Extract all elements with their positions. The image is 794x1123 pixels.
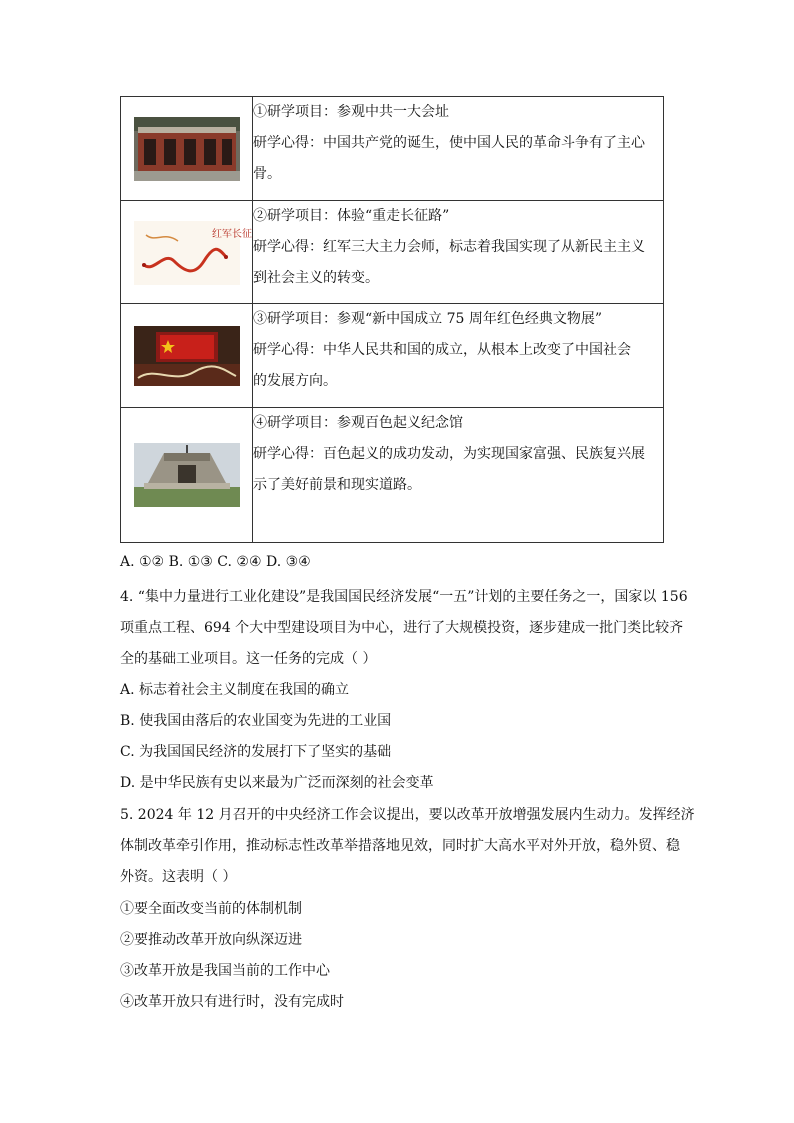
q5-stem-cont: 体制改革牵引作用，推动标志性改革举措落地见效，同时扩大高水平对外开放，稳外贸、稳 (120, 838, 680, 854)
project-title: ④研学项目：参观百色起义纪念馆 (253, 415, 463, 431)
q5-statement-3: ③改革开放是我国当前的工作中心 (120, 963, 330, 979)
project-insight: 研学心得：中国共产党的诞生，使中国人民的革命斗争有了主心 (253, 135, 645, 151)
project-insight: 研学心得：百色起义的成功发动，为实现国家富强、民族复兴展 (253, 446, 645, 462)
table-row (121, 201, 664, 304)
table-row (121, 97, 664, 201)
q5-statement-4: ④改革开放只有进行时，没有完成时 (120, 994, 344, 1010)
q5-statement-2: ②要推动改革开放向纵深迈进 (120, 932, 302, 948)
q4-option-d: D. 是中华民族有史以来最为广泛而深刻的社会变革 (120, 775, 434, 791)
text-cell (253, 201, 664, 304)
q5-stem-cont: 外资。这表明（ ） (120, 869, 237, 885)
project-insight-cont: 的发展方向。 (253, 373, 337, 389)
text-cell (253, 304, 664, 408)
table-row (121, 304, 664, 408)
project-insight-cont: 到社会主义的转变。 (253, 270, 379, 286)
project-insight: 研学心得：中华人民共和国的成立，从根本上改变了中国社会 (253, 342, 631, 358)
text-cell (253, 408, 664, 543)
map-title: 红军长征 (211, 229, 252, 240)
q3-options: A. ①② B. ①③ C. ②④ D. ③④ (120, 554, 311, 570)
q4-stem-cont: 项重点工程、694 个大中型建设项目为中心，进行了大规模投资，逐步建成一批门类比较齐 (120, 620, 684, 636)
project-insight: 研学心得：红军三大主力会师，标志着我国实现了从新民主主义 (253, 239, 645, 255)
q4-stem: 4. “集中力量进行工业化建设”是我国国民经济发展“一五”计划的主要任务之一，国家以 156 (120, 589, 688, 605)
project-insight-cont: 示了美好前景和现实道路。 (253, 477, 421, 493)
project-title: ③研学项目：参观“新中国成立 75 周年红色经典文物展” (253, 311, 603, 327)
image-cell (121, 304, 253, 408)
memorial-hall-photo-icon (134, 443, 240, 507)
q4-option-b: B. 使我国由落后的农业国变为先进的工业国 (120, 713, 392, 729)
q4-option-c: C. 为我国国民经济的发展打下了坚实的基础 (120, 744, 392, 760)
project-title: ①研学项目：参观中共一大会址 (253, 104, 449, 120)
building-photo-icon (134, 117, 240, 181)
image-cell (121, 97, 253, 201)
q4-stem-cont: 全的基础工业项目。这一任务的完成（ ） (120, 651, 377, 667)
project-insight-cont: 骨。 (253, 166, 281, 182)
image-cell (121, 408, 253, 543)
exhibition-flag-photo-icon (134, 326, 240, 386)
project-title: ②研学项目：体验“重走长征路” (253, 208, 450, 224)
q5-statement-1: ①要全面改变当前的体制机制 (120, 901, 302, 917)
long-march-map-icon (134, 221, 252, 285)
table-row (121, 408, 664, 543)
q5-stem: 5. 2024 年 12 月召开的中央经济工作会议提出，要以改革开放增强发展内生动力。发挥经济 (120, 807, 695, 823)
image-cell (121, 201, 253, 304)
text-cell (253, 97, 664, 201)
study-project-table (120, 96, 664, 543)
q4-option-a: A. 标志着社会主义制度在我国的确立 (120, 682, 350, 698)
